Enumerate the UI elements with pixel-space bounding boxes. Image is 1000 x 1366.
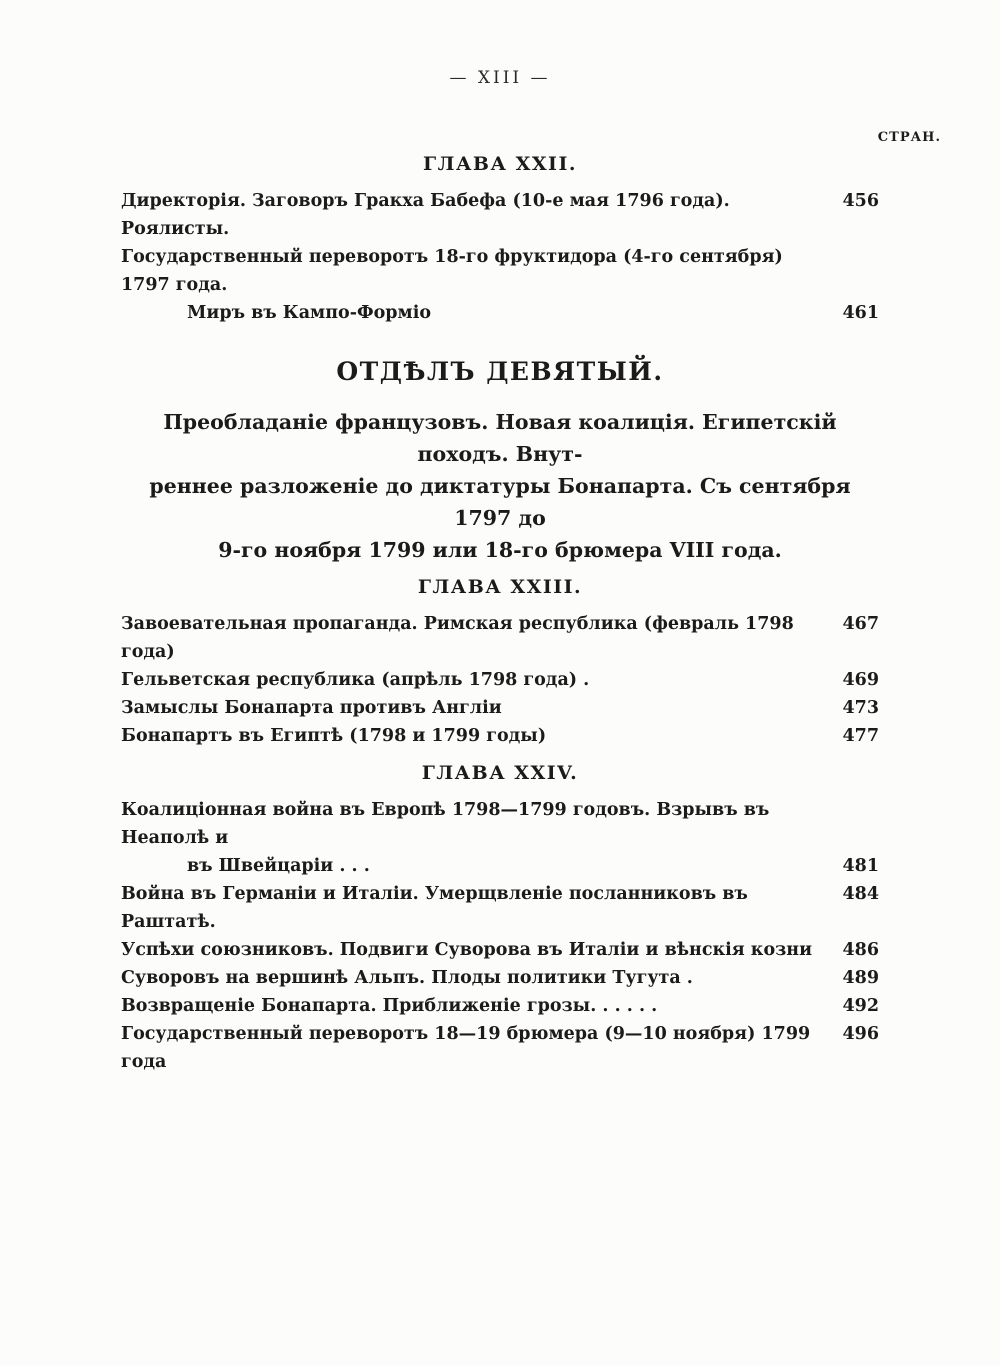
toc-entry	[121, 992, 879, 1020]
toc-entry-text: Успѣхи союзниковъ. Подвиги Суворова въ Италіи и вѣнскія козни	[121, 940, 813, 960]
toc-entry	[121, 666, 879, 694]
part-heading: ОТДѢЛЪ ДЕВЯТЫЙ.	[336, 357, 664, 386]
toc-entry-page: 456	[842, 191, 879, 211]
toc-entry-page: 473	[842, 698, 879, 718]
part-summary-line: 9-го ноября 1799 или 18-го брюмера VIII года.	[218, 538, 782, 562]
toc-entry-text: Бонапартъ въ Египтѣ (1798 и 1799 годы)	[121, 726, 547, 746]
toc-entry-text: Возвращеніе Бонапарта. Приближеніе грозы. . . . . .	[121, 996, 658, 1016]
toc-entry	[121, 243, 879, 299]
toc-entry-text: Замыслы Бонапарта противъ Англіи	[121, 698, 502, 718]
toc-entry-text: Государственный переворотъ 18—19 брюмера (9—10 ноября) 1799 года	[121, 1024, 811, 1072]
toc-entry	[121, 299, 879, 327]
toc-entry-text: Коалиціонная война въ Европѣ 1798—1799 годовъ. Взрывъ въ Неаполѣ и	[121, 800, 770, 848]
toc-entry-text: Завоевательная пропаганда. Римская республика (февраль 1798 года)	[121, 614, 794, 662]
part-summary	[121, 406, 879, 566]
chapter-heading-23: ГЛАВА XXIII.	[417, 576, 583, 598]
toc-entry	[121, 610, 879, 666]
toc-entry	[121, 936, 879, 964]
toc-entry-page: 481	[842, 856, 879, 876]
toc-entry-page: 486	[842, 940, 879, 960]
toc-entry	[121, 852, 879, 880]
toc-entry	[121, 722, 879, 750]
toc-entry-page: 489	[842, 968, 879, 988]
toc-entry	[121, 964, 879, 992]
toc-entry-text: Суворовъ на вершинѣ Альпъ. Плоды политики Тугута .	[121, 968, 693, 988]
chapter-heading-22: ГЛАВА XXII.	[423, 153, 577, 175]
part-summary-line: реннее разложеніе до диктатуры Бонапарта. Съ сентября 1797 до	[149, 474, 851, 530]
toc-entry-text: Директорія. Заговоръ Гракха Бабефа (10-е мая 1796 года). Роялисты.	[121, 191, 730, 239]
toc-entry	[121, 187, 879, 243]
toc-entry-page: 467	[842, 614, 879, 634]
toc-entry-page: 496	[842, 1024, 879, 1044]
toc-entry-page: 492	[842, 996, 879, 1016]
toc-entry	[121, 796, 879, 852]
folio-page-number: — XIII —	[449, 68, 551, 88]
part-summary-line: Преобладаніе французовъ. Новая коалиція. Египетскій походъ. Внут-	[163, 410, 837, 466]
toc-entry-text: Война въ Германіи и Италіи. Умерщвленіе посланниковъ въ Раштатѣ.	[121, 884, 748, 932]
toc-entry	[121, 880, 879, 936]
toc-entry-page: 461	[842, 303, 879, 323]
toc-entry-page: 484	[842, 884, 879, 904]
toc-entry-page: 477	[842, 726, 879, 746]
table-of-contents	[121, 153, 879, 1076]
toc-entry-text: Миръ въ Кампо-Форміо	[187, 303, 432, 323]
toc-entry	[121, 1020, 879, 1076]
toc-entry	[121, 694, 879, 722]
toc-entry-text: Государственный переворотъ 18-го фруктидора (4-го сентября) 1797 года.	[121, 247, 783, 295]
toc-entry-text: Гельветская республика (апрѣль 1798 года) .	[121, 670, 590, 690]
pages-column-header: СТРАН.	[877, 130, 941, 145]
toc-entry-page: 469	[842, 670, 879, 690]
toc-entry-text: въ Швейцаріи . . .	[187, 856, 370, 876]
chapter-heading-24: ГЛАВА XXIV.	[421, 762, 579, 784]
